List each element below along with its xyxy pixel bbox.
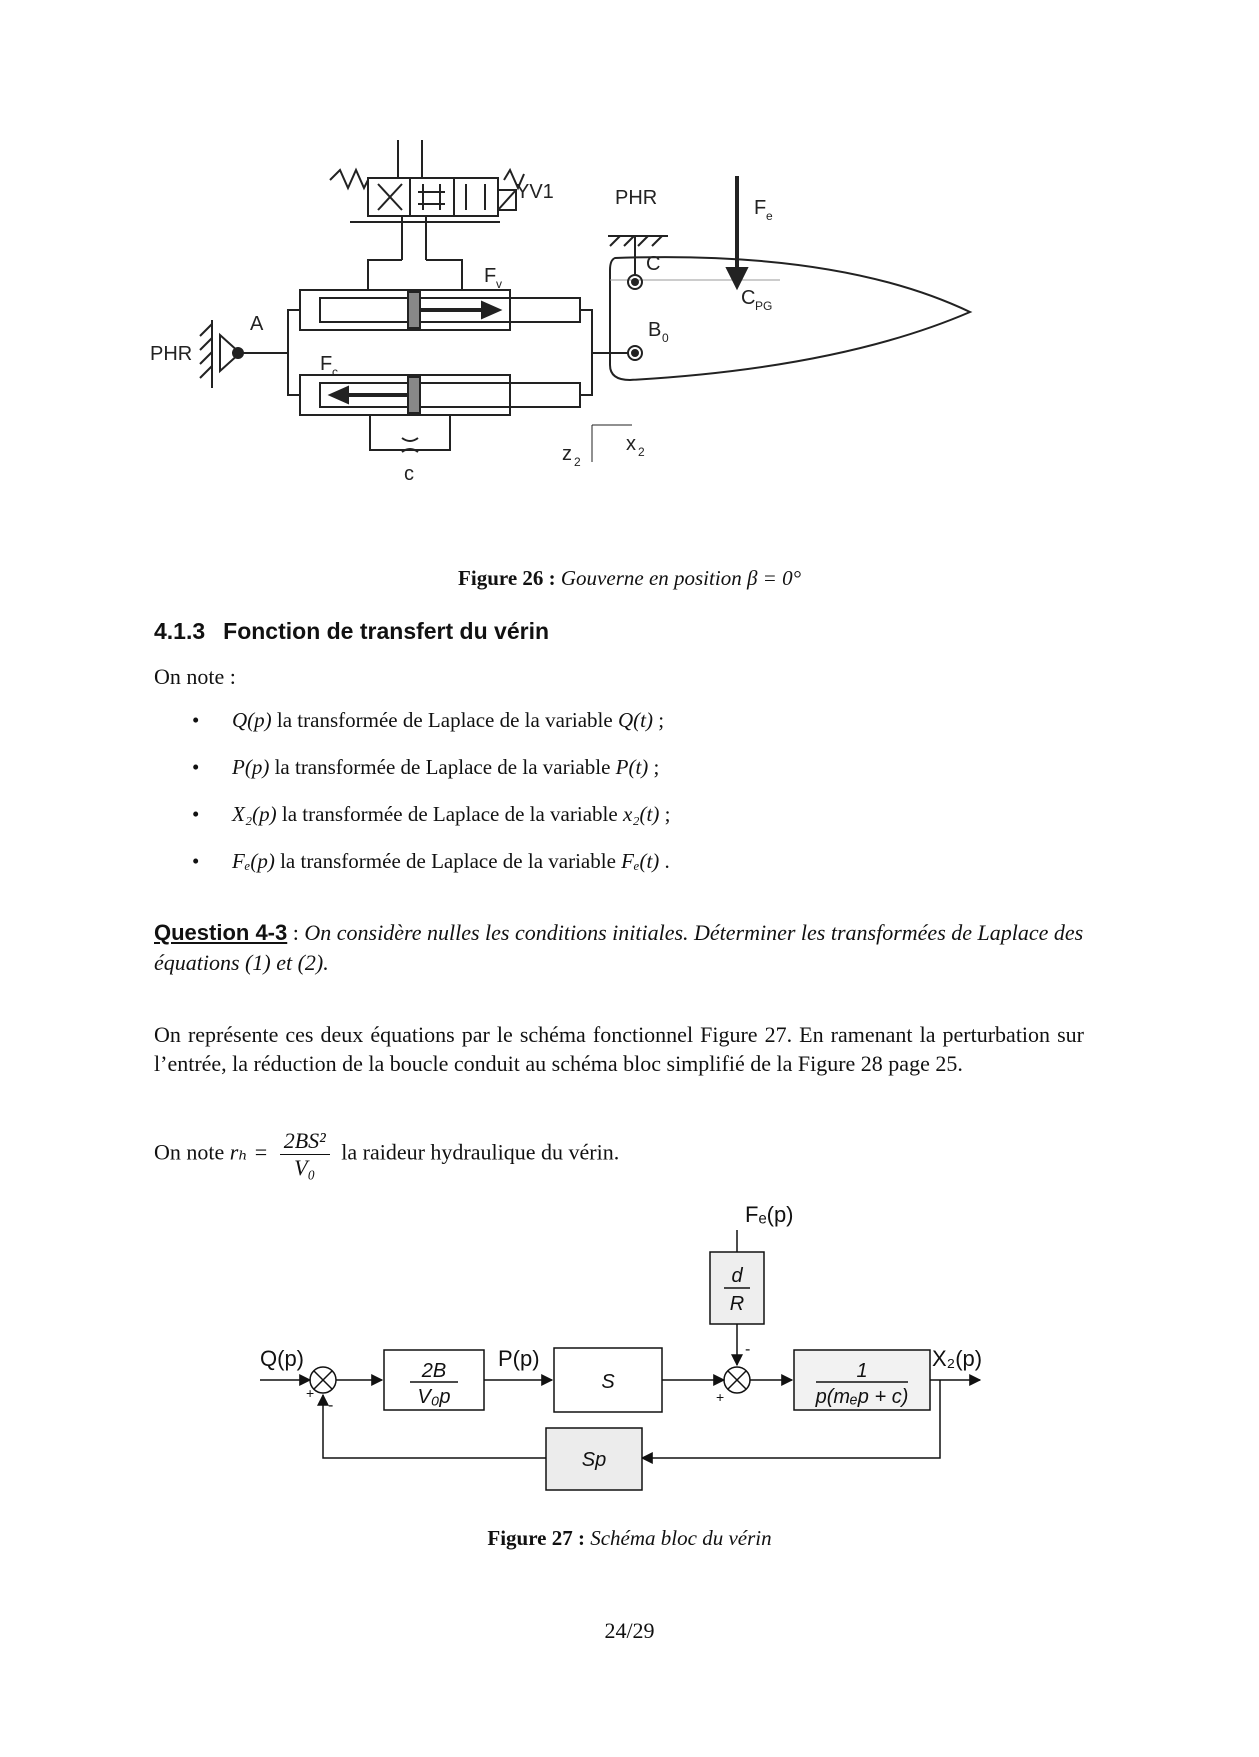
list-end: ; bbox=[664, 802, 671, 826]
hydraulic-stiffness-note bbox=[154, 1128, 619, 1181]
section-heading bbox=[154, 618, 549, 645]
point-c-label: C bbox=[646, 253, 661, 275]
question-4-3 bbox=[154, 918, 1084, 978]
list-text: la transformée de Laplace de la variable bbox=[274, 755, 611, 779]
fv-label: F bbox=[484, 265, 497, 287]
phr-left-label: PHR bbox=[150, 343, 193, 365]
figure-26-caption bbox=[0, 566, 1259, 591]
note-fraction bbox=[280, 1128, 330, 1181]
block3-numerator: d bbox=[731, 1265, 743, 1287]
question-text: On considère nulles les conditions initiales. Déterminer les transformées de Laplace des équations (1) et (2). bbox=[154, 920, 1084, 975]
list-symbol: X₂(p) bbox=[232, 802, 277, 826]
fe-label: F bbox=[754, 197, 767, 219]
cpg-sub: PG bbox=[755, 299, 773, 313]
section-title: Fonction de transfert du vérin bbox=[223, 618, 550, 644]
block4-numerator: 1 bbox=[856, 1360, 868, 1382]
fc-sub: c bbox=[332, 365, 338, 379]
figure-26-caption-label: Figure 26 : bbox=[458, 566, 556, 590]
list-end: ; bbox=[658, 708, 665, 732]
z2-label: z bbox=[562, 443, 572, 465]
block3-denominator: R bbox=[729, 1293, 745, 1315]
note-pre: On note bbox=[154, 1139, 225, 1165]
figure-27-caption bbox=[0, 1526, 1259, 1551]
fv-sub: v bbox=[496, 277, 502, 291]
note-post: la raideur hydraulique du vérin. bbox=[341, 1139, 620, 1165]
list-end: ; bbox=[653, 755, 660, 779]
note-denominator: V₀ bbox=[294, 1155, 316, 1180]
figure-26-caption-eq: β = 0° bbox=[746, 566, 801, 590]
sign-minus-2: - bbox=[745, 1341, 751, 1358]
list-end: . bbox=[664, 849, 670, 873]
feedback-label: Sp bbox=[581, 1449, 607, 1471]
list-item: • Fₑ(p) la transformée de Laplace de la variable Fₑ(t) . bbox=[192, 849, 670, 873]
figure-27-caption-label: Figure 27 : bbox=[487, 1526, 585, 1550]
x2-sub: 2 bbox=[638, 445, 645, 459]
fe-sub: e bbox=[766, 209, 773, 223]
block2-label: S bbox=[601, 1371, 615, 1393]
block1-numerator: 2B bbox=[421, 1360, 447, 1382]
list-symbol: Q(p) bbox=[232, 708, 272, 732]
figure-26-caption-text: Gouverne en position bbox=[560, 566, 742, 590]
figure-27-caption-text: Schéma bloc du vérin bbox=[590, 1526, 772, 1550]
signal-pp: P(p) bbox=[498, 1346, 540, 1371]
list-var: Fₑ(t) bbox=[621, 849, 660, 873]
page-number: 24/29 bbox=[604, 1618, 655, 1643]
list-text: la transformée de Laplace de la variable bbox=[276, 708, 613, 732]
list-symbol: Fₑ(p) bbox=[232, 849, 275, 873]
intro-text: On note : bbox=[154, 664, 236, 689]
phr-right-label: PHR bbox=[615, 187, 658, 209]
yv1-label: YV1 bbox=[516, 181, 554, 203]
damper-c-label: c bbox=[404, 463, 414, 485]
sign-plus-1: + bbox=[306, 1385, 315, 1401]
list-text: la transformée de Laplace de la variable bbox=[280, 849, 616, 873]
z2-sub: 2 bbox=[574, 455, 581, 469]
valve-body bbox=[368, 178, 498, 216]
list-item: • P(p) la transformée de Laplace de la variable P(t) ; bbox=[192, 755, 660, 779]
list-item: • X₂(p) la transformée de Laplace de la variable x₂(t) ; bbox=[192, 802, 671, 826]
note-symbol: rₕ = bbox=[229, 1139, 269, 1165]
question-label: Question 4-3 bbox=[154, 920, 288, 945]
signal-fep: Fₑ(p) bbox=[745, 1202, 794, 1227]
section-number: 4.1.3 bbox=[154, 618, 206, 644]
list-var: x₂(t) bbox=[622, 802, 660, 826]
question-sep: : bbox=[287, 920, 305, 945]
b0-label: B bbox=[648, 319, 662, 341]
cpg-label: C bbox=[741, 287, 756, 309]
list-symbol: P(p) bbox=[232, 755, 270, 779]
figure-26-diagram bbox=[140, 140, 1100, 560]
figure-27-block-diagram bbox=[240, 1200, 1000, 1500]
paragraph: On représente ces deux équations par le schéma fonctionnel Figure 27. En ramenant la perturbation sur l’entrée, la réduction de la boucle conduit au schéma bloc simplifié de la Figure 28 page 25. bbox=[154, 1022, 1084, 1076]
list-text: la transformée de Laplace de la variable bbox=[281, 802, 618, 826]
block4-denominator: p(mₑp + c) bbox=[815, 1386, 909, 1408]
point-a-label: A bbox=[250, 313, 264, 335]
x2-label: x bbox=[626, 433, 636, 455]
signal-qp: Q(p) bbox=[260, 1346, 304, 1371]
note-numerator: 2BS² bbox=[280, 1128, 330, 1155]
fc-label: F bbox=[320, 353, 333, 375]
sign-plus-2: + bbox=[716, 1389, 725, 1405]
b0-sub: 0 bbox=[662, 331, 669, 345]
signal-x2p: X₂(p) bbox=[932, 1346, 983, 1371]
list-item: • Q(p) la transformée de Laplace de la variable Q(t) ; bbox=[192, 708, 665, 732]
list-var: P(t) bbox=[615, 755, 649, 779]
sign-minus-1: - bbox=[328, 1397, 334, 1414]
block1-denominator: V₀p bbox=[417, 1386, 451, 1408]
list-var: Q(t) bbox=[617, 708, 653, 732]
